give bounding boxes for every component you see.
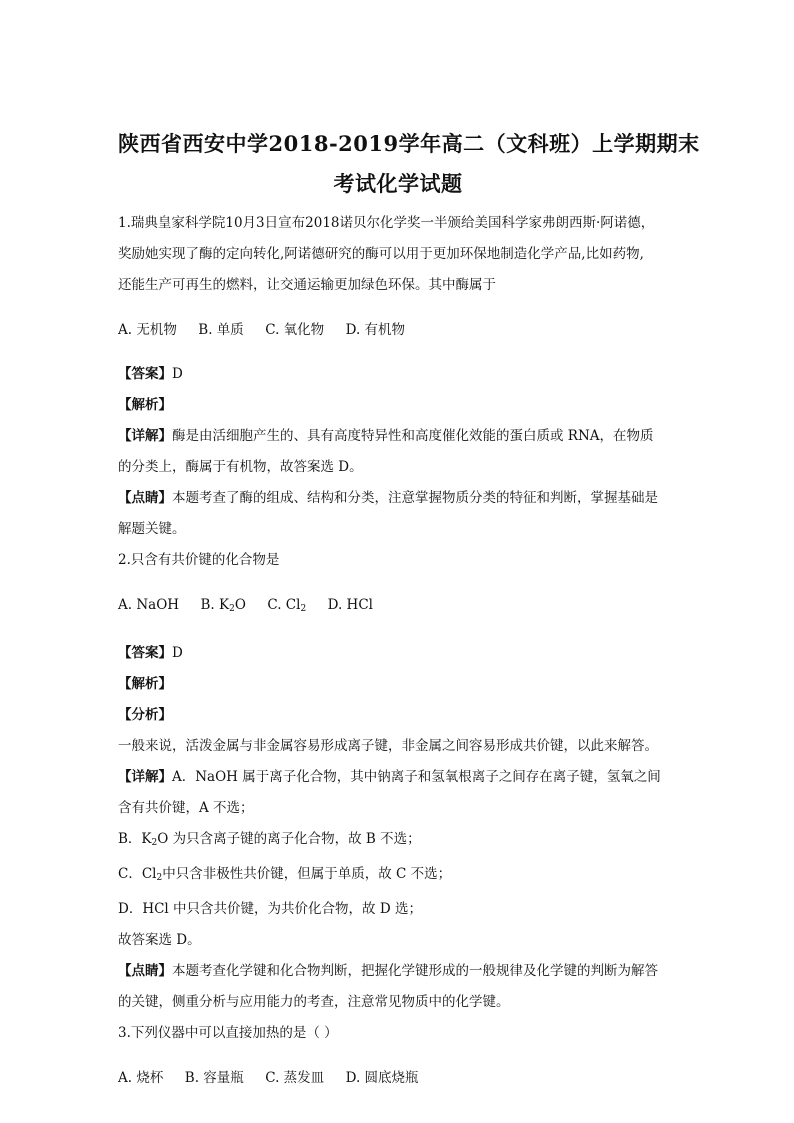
q3-options: A. 烧杯 B. 容量瓶 C. 蒸发皿 D. 圆底烧瓶 <box>118 1069 419 1086</box>
q2-options <box>118 590 678 625</box>
q2-stem: 2.只含有共价键的化合物是 <box>118 552 280 568</box>
q2-comment-line-1 <box>118 956 678 987</box>
q1-analysis <box>118 390 678 421</box>
document-title <box>118 124 700 204</box>
answer-label: 【答案】 <box>118 645 172 661</box>
q2-opt-d: D. HCl <box>306 596 373 613</box>
question-2 <box>118 545 678 1018</box>
q2-detail-b-pre: B．K <box>118 831 152 847</box>
question-3 <box>118 1018 678 1094</box>
comment-text: 本题考查了酶的组成、结构和分类，注意掌握物质分类的特征和判断，掌握基础是 <box>172 490 658 506</box>
q1-detail-line-1 <box>118 421 678 452</box>
q1-answer <box>118 359 678 390</box>
q2-opt-b-sub: 2 <box>229 603 235 614</box>
q2-answer <box>118 638 678 669</box>
q2-detail-a-line-2: 含有共价键，A 不选； <box>118 800 254 816</box>
q1-comment-line-2: 解题关键。 <box>118 521 186 537</box>
q1-detail-line-2: 的分类上，酶属于有机物，故答案选 D。 <box>118 459 363 475</box>
detail-label: 【详解】 <box>118 769 172 785</box>
q1-stem-line-3: 还能生产可再生的燃料，让交通运输更加绿色环保。其中酶属于 <box>118 277 496 293</box>
question-1 <box>118 208 678 545</box>
q2-detail-a-line-1 <box>118 762 678 793</box>
q3-stem: 3.下列仪器中可以直接加热的是（ ） <box>118 1025 338 1041</box>
q2-detail-c-pre: C．Cl <box>118 866 157 882</box>
q2-conclusion: 故答案选 D。 <box>118 932 201 948</box>
q2-analysis <box>118 669 678 700</box>
q2-detail-d: D．HCl 中只含共价键，为共价化合物，故 D 选； <box>118 901 422 917</box>
comment-label: 【点睛】 <box>118 963 172 979</box>
comment-text: 本题考查化学键和化合物判断，把握化学键形成的一般规律及化学键的判断为解答 <box>172 963 658 979</box>
title-line-1: 陕西省西安中学2018-2019学年高二（文科班）上学期期末 <box>118 131 700 156</box>
answer-label: 【答案】 <box>118 366 172 382</box>
q2-detail-c-post: 中只含非极性共价键，但属于单质，故 C 不选； <box>162 866 452 882</box>
analysis-label: 【解析】 <box>118 676 172 692</box>
detail-label: 【详解】 <box>118 428 172 444</box>
fenxi-label: 【分析】 <box>118 707 172 723</box>
q2-detail-b-post: O 为只含离子键的离子化合物，故 B 不选； <box>157 831 421 847</box>
answer-value: D <box>172 366 183 382</box>
detail-text: A．NaOH 属于离子化合物，其中钠离子和氢氧根离子之间存在离子键，氢氧之间 <box>172 769 661 785</box>
q2-comment-line-2: 的关键，侧重分析与应用能力的考查，注意常见物质中的化学键。 <box>118 994 510 1010</box>
q2-opt-c-sub: 2 <box>300 603 307 614</box>
document-page <box>118 124 700 1107</box>
q2-fenxi-text: 一般来说，活泼金属与非金属容易形成离子键，非金属之间容易形成共价键，以此来解答。 <box>118 738 658 754</box>
q2-detail-c <box>118 859 678 894</box>
answer-value: D <box>172 645 183 661</box>
q1-options: A. 无机物 B. 单质 C. 氧化物 D. 有机物 <box>118 321 406 338</box>
q1-stem-line-2: 奖励她实现了酶的定向转化,阿诺德研究的酶可以用于更加环保地制造化学产品,比如药物, <box>118 246 644 262</box>
q1-stem-line-1: 1.瑞典皇家科学院10月3日宣布2018诺贝尔化学奖一半颁给美国科学家弗朗西斯·阿诺德， <box>118 215 655 231</box>
q1-comment-line-1 <box>118 483 678 514</box>
detail-text: 酶是由活细胞产生的、具有高度特异性和高度催化效能的蛋白质或 RNA，在物质 <box>172 428 654 444</box>
q2-detail-c-sub: 2 <box>156 873 163 883</box>
q2-detail-b <box>118 824 678 859</box>
comment-label: 【点睛】 <box>118 490 172 506</box>
q2-fenxi-label <box>118 700 678 731</box>
title-line-2: 考试化学试题 <box>333 171 463 196</box>
q2-opt-a: A. NaOH B. K <box>118 596 230 613</box>
q2-detail-b-sub: 2 <box>151 838 158 848</box>
q2-opt-b-tail: O C. Cl <box>234 596 301 613</box>
analysis-label: 【解析】 <box>118 397 172 413</box>
